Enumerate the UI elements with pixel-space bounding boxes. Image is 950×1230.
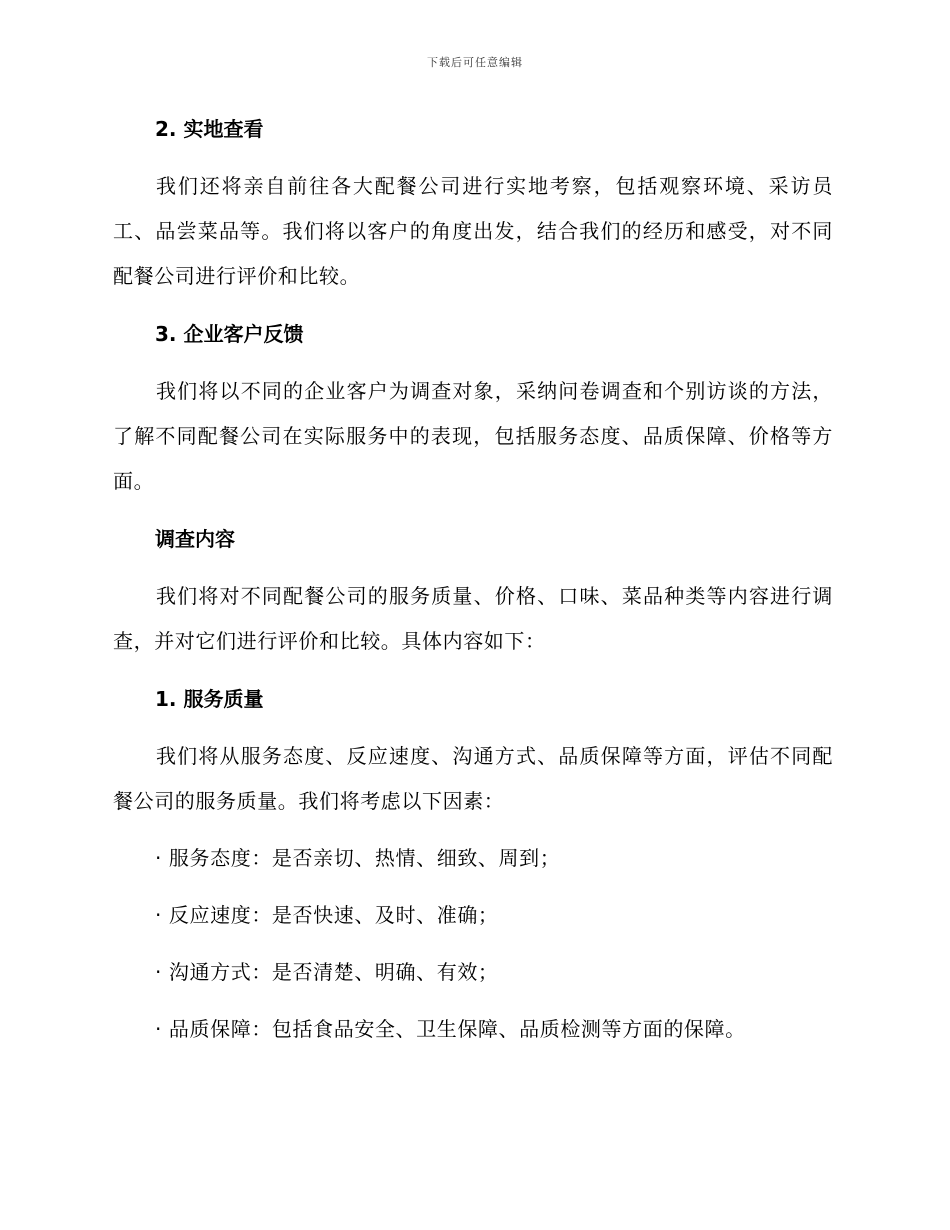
spacer	[113, 152, 833, 164]
list-item-quality-assurance: · 品质保障：包括食品安全、卫生保障、品质检测等方面的保障。	[155, 1017, 746, 1041]
paragraph-site-visit: 我们还将亲自前往各大配餐公司进行实地考察，包括观察环境、采访员工、品尝菜品等。我们将以客户的角度出发，结合我们的经历和感受，对不同配餐公司进行评价和比较。	[113, 174, 833, 288]
spacer	[113, 824, 833, 836]
document-body	[113, 106, 833, 1064]
spacer	[113, 562, 833, 574]
list-item-communication: · 沟通方式：是否清楚、明确、有效；	[155, 960, 499, 984]
spacer	[113, 299, 833, 311]
spacer	[113, 722, 833, 734]
section-heading-service-quality: 1. 服务质量	[155, 687, 264, 711]
page-header-note: 下载后可任意编辑	[427, 56, 523, 69]
spacer	[113, 504, 833, 516]
paragraph-client-feedback: 我们将以不同的企业客户为调查对象，采纳问卷调查和个别访谈的方法，了解不同配餐公司在实际服务中的表现，包括服务态度、品质保障、价格等方面。	[113, 379, 833, 493]
section-heading-client-feedback: 3. 企业客户反馈	[155, 322, 304, 346]
paragraph-survey-content: 我们将对不同配餐公司的服务质量、价格、口味、菜品种类等内容进行调查，并对它们进行评价和比较。具体内容如下：	[113, 584, 833, 653]
section-heading-survey-content: 调查内容	[155, 527, 235, 551]
section-heading-site-visit: 2. 实地查看	[155, 117, 264, 141]
paragraph-service-quality: 我们将从服务态度、反应速度、沟通方式、品质保障等方面，评估不同配餐公司的服务质量。我们将考虑以下因素：	[113, 744, 833, 813]
list-item-response-speed: · 反应速度：是否快速、及时、准确；	[155, 903, 499, 927]
list-item-service-attitude: · 服务态度：是否亲切、热情、细致、周到；	[155, 846, 561, 870]
spacer	[113, 664, 833, 676]
spacer	[113, 357, 833, 369]
